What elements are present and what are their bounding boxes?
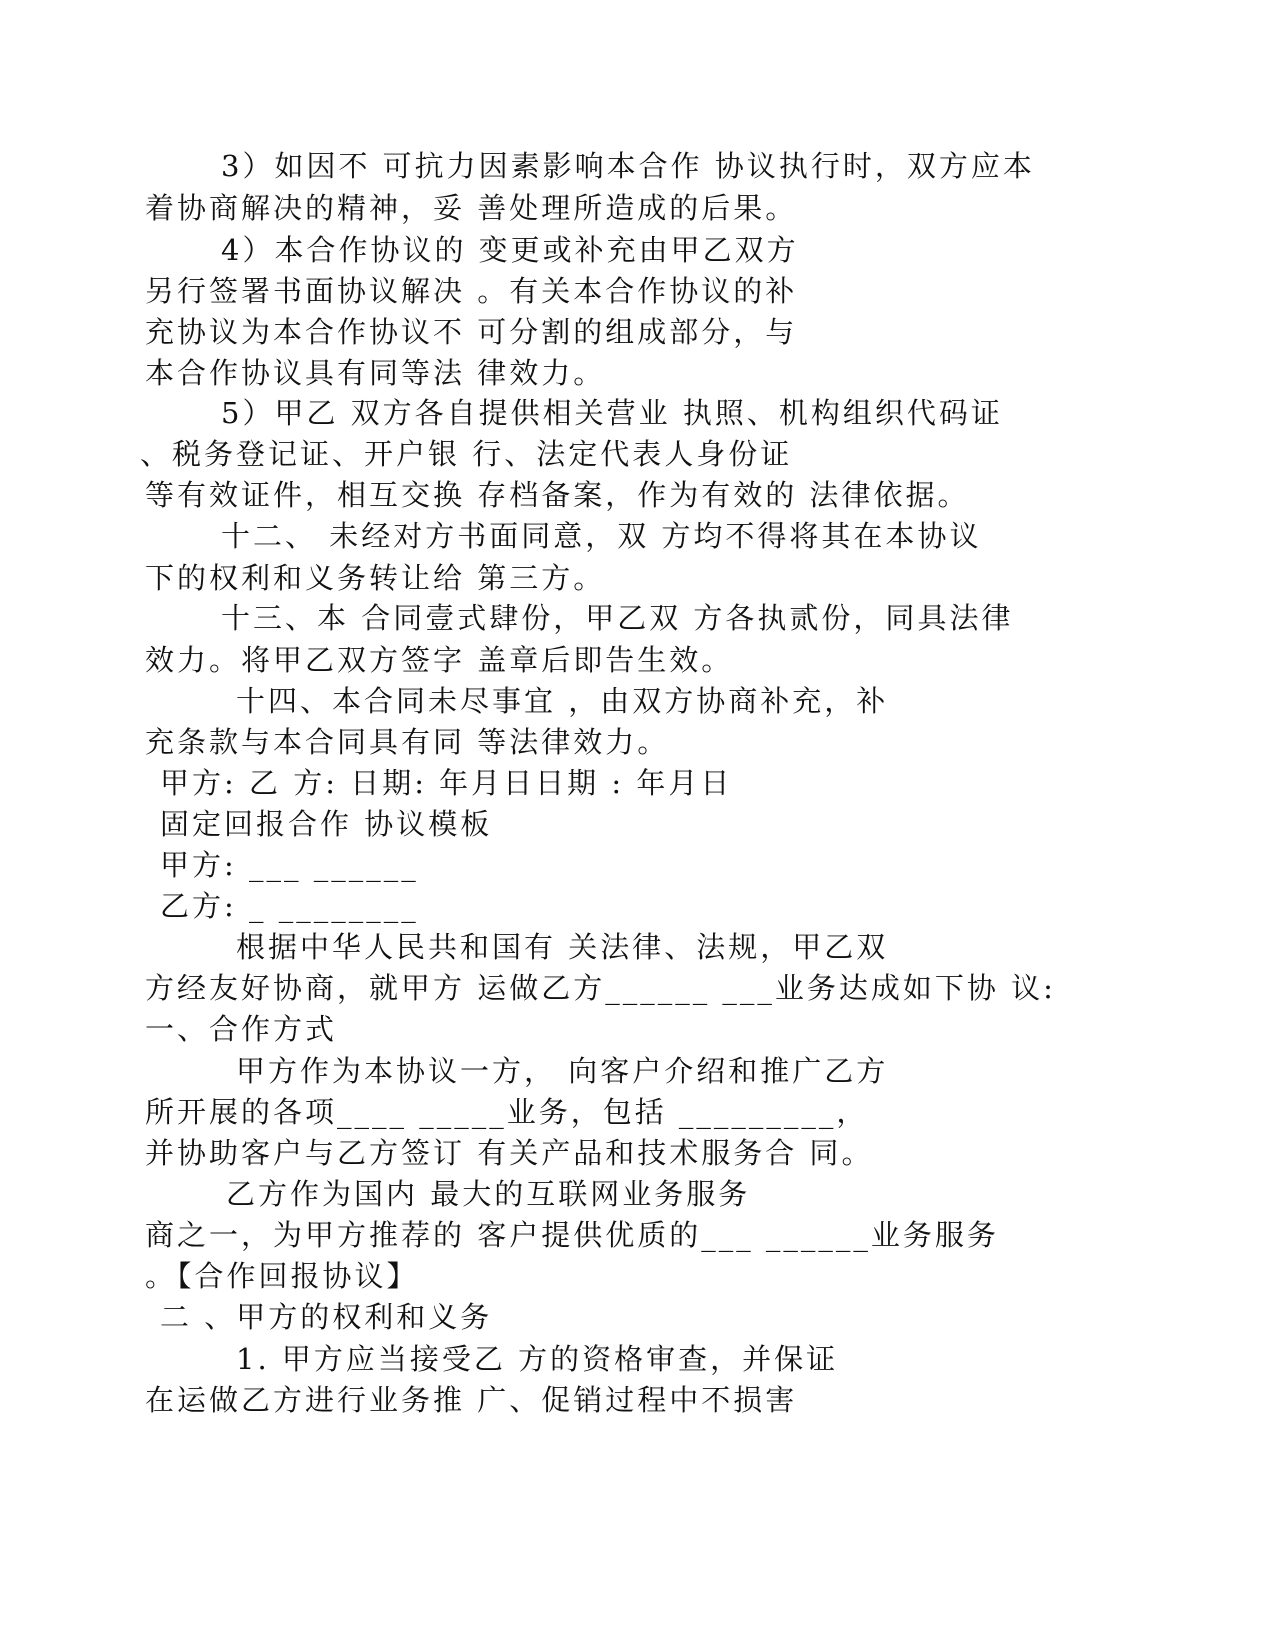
section-heading: 固定回报合作 协议模板 <box>160 807 493 841</box>
paragraph-line: 并协助客户与乙方签订 有关产品和技术服务合 同。 <box>145 1136 874 1170</box>
paragraph-line: 1. 甲方应当接受乙 方的资格审查，并保证 <box>236 1342 839 1376</box>
paragraph-line: 、税务登记证、开户银 行、法定代表人身份证 <box>140 437 793 471</box>
paragraph-line: 下的权利和义务转让给 第三方。 <box>145 561 606 595</box>
party-b-line: 乙方: _ ________ <box>160 889 419 923</box>
paragraph-line: 4）本合作协议的 变更或补充由甲乙双方 <box>221 233 799 267</box>
paragraph-line: 十四、本合同未尽事宜 ，由双方协商补充，补 <box>236 684 889 718</box>
section-heading: 二 、甲方的权利和义务 <box>160 1300 493 1334</box>
paragraph-line: 充条款与本合同具有同 等法律效力。 <box>145 725 670 759</box>
paragraph-line: 5）甲乙 双方各自提供相关营业 执照、机构组织代码证 <box>221 396 1003 430</box>
paragraph-line: 在运做乙方进行业务推 广、促销过程中不损害 <box>145 1383 798 1417</box>
paragraph-line: 着协商解决的精神，妥 善处理所造成的后果。 <box>145 191 798 225</box>
paragraph-line: 充协议为本合作协议不 可分割的组成部分，与 <box>145 315 798 349</box>
paragraph-line: 方经友好协商，就甲方 运做乙方______ ___业务达成如下协 议: <box>145 971 1056 1005</box>
paragraph-line: 所开展的各项____ _____业务，包括 _________， <box>145 1095 869 1129</box>
paragraph-line: 十二、 未经对方书面同意，双 方均不得将其在本协议 <box>221 519 982 553</box>
paragraph-line: 3）如因不 可抗力因素影响本合作 协议执行时，双方应本 <box>221 149 1035 183</box>
paragraph-line: 甲方作为本协议一方， 向客户介绍和推广乙方 <box>236 1054 889 1088</box>
paragraph-line: 十三、本 合同壹式肆份，甲乙双 方各执贰份，同具法律 <box>221 601 1014 635</box>
section-heading: 一、合作方式 <box>145 1012 338 1046</box>
paragraph-line: 等有效证件，相互交换 存档备案，作为有效的 法律依据。 <box>145 478 970 512</box>
paragraph-line: 另行签署书面协议解决 。有关本合作协议的补 <box>145 274 798 308</box>
paragraph-line: 。【合作回报协议】 <box>145 1259 419 1293</box>
paragraph-line: 本合作协议具有同等法 律效力。 <box>145 356 606 390</box>
paragraph-line: 商之一，为甲方推荐的 客户提供优质的___ ______业务服务 <box>145 1218 999 1252</box>
paragraph-line: 根据中华人民共和国有 关法律、法规，甲乙双 <box>236 930 889 964</box>
paragraph-line: 乙方作为国内 最大的互联网业务服务 <box>226 1177 751 1211</box>
signature-line: 甲方: 乙 方: 日期: 年月日日期 : 年月日 <box>160 766 733 800</box>
party-a-line: 甲方: ___ ______ <box>160 848 419 882</box>
paragraph-line: 效力。将甲乙双方签字 盖章后即告生效。 <box>145 643 734 677</box>
